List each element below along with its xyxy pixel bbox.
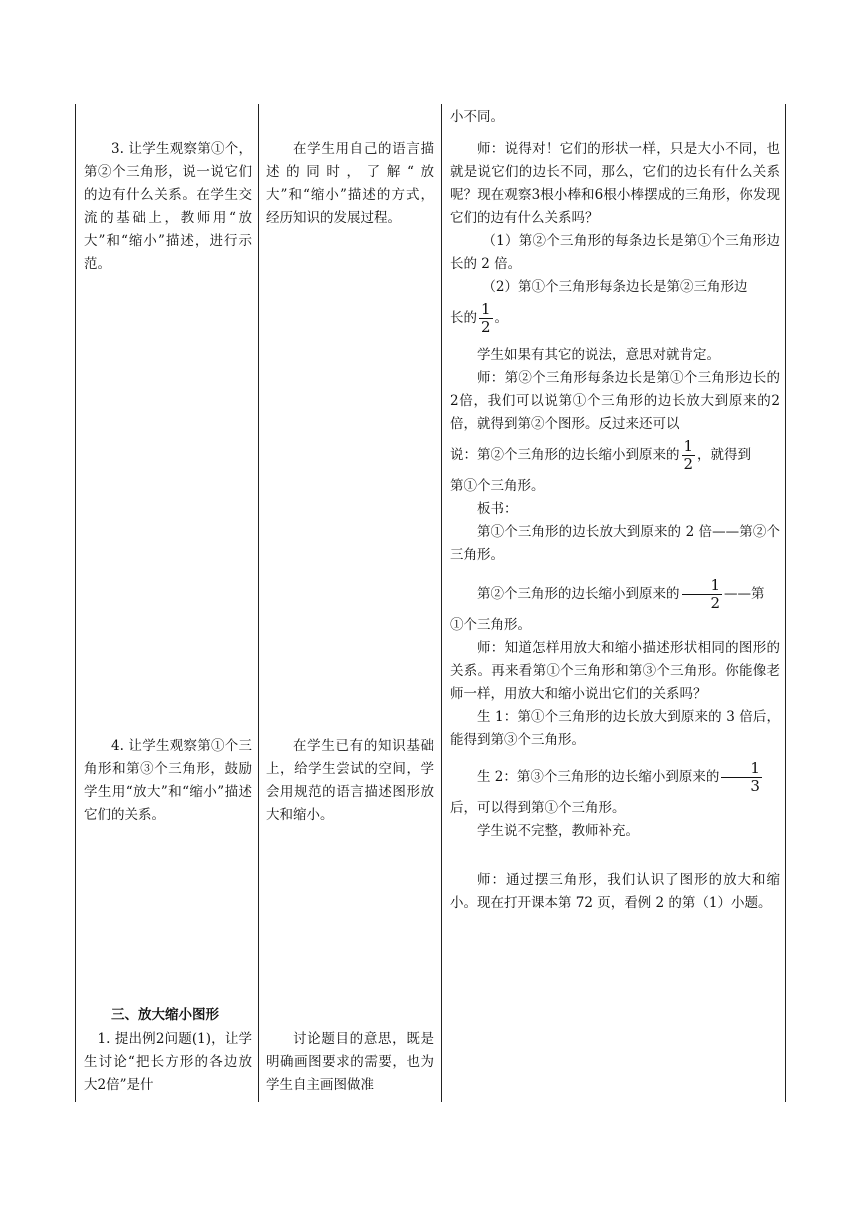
- board-line-1: 第①个三角形的边长放大到原来的 2 倍——第②个三角形。: [450, 524, 780, 563]
- fraction-third: $\frac{1}{3}$: [721, 760, 762, 795]
- right-para-r12: 生 2：第③个三角形的边长缩小到原来的 $\frac{1}{3}$: [477, 759, 760, 795]
- section-heading: 三、放大缩小图形: [111, 1007, 219, 1023]
- right-para-r13: 学生说不完整，教师补充。: [477, 823, 639, 839]
- middle-note-1: 在学生用自己的语言描述的同时，了解“放大”和“缩小”描述的方式，经历知识的发展过程。: [266, 141, 434, 226]
- right-para-r10: 师：知道怎样用放大和缩小描述形状相同的图形的关系。再来看第①个三角形和第③个三角形。你能像老师一样，用放大和缩小说出它们的关系吗？: [450, 640, 780, 702]
- right-para-r5: 学生如果有其它的说法，意思对就肯定。: [477, 347, 720, 363]
- left-item-5: 1. 提出例2问题(1)，让学生讨论“把长方形的各边放大2倍”是什: [84, 1031, 252, 1093]
- fraction-half: $\frac{1}{2}$: [683, 437, 694, 473]
- table-border-col2: [441, 104, 442, 1102]
- right-para-r2: 师：说得对！它们的形状一样，只是大小不同，也就是说它们的边长不同，那么，它们的边长有什么关系呢？现在观察3根小棒和6根小棒摆成的三角形，你发现它们的边有什么关系吗？: [450, 141, 780, 226]
- fraction-half: $\frac{1}{2}$: [682, 577, 723, 612]
- table-border-right: [785, 104, 786, 1102]
- right-para-r6-end: 第①个三角形。: [450, 478, 545, 494]
- board-line-2-end: ①个三角形。: [450, 617, 531, 633]
- table-border-left: [75, 104, 76, 1102]
- right-line-r1: 小不同。: [450, 109, 504, 125]
- right-column-text: [450, 106, 780, 915]
- right-para-r6-cont: 说：第②个三角形的边长缩小到原来的 $\frac{1}{2}$ ，就得到: [450, 437, 752, 473]
- right-para-r11: 生 1：第①个三角形的边长放大到原来的 3 倍后，能得到第③个三角形。: [450, 709, 780, 748]
- right-para-r6: 师：第②个三角形每条边长是第①个三角形边长的2倍，我们可以说第①个三角形的边长放大到原来的2倍，就得到第②个图形。反过来还可以: [450, 370, 780, 432]
- right-para-r4: （2）第①个三角形每条边长是第②三角形边: [482, 279, 748, 295]
- middle-note-2: 在学生已有的知识基础上，给学生尝试的空间，学会用规范的语言描述图形放大和缩小。: [266, 738, 434, 823]
- left-item-3: 3. 让学生观察第①个，第②个三角形，说一说它们的边有什么关系。在学生交流的基础上，教师用“放大”和“缩小”描述，进行示范。: [84, 141, 252, 272]
- right-para-r12-end: 后，可以得到第①个三角形。: [450, 800, 626, 816]
- right-para-r3: （1）第②个三角形的每条边长是第①个三角形边长的 2 倍。: [450, 233, 780, 272]
- table-border-col1: [258, 104, 259, 1102]
- right-para-r4-cont: 长的 $\frac{1}{2}$ 。: [450, 300, 509, 336]
- board-line-2: 第②个三角形的边长缩小到原来的 $\frac{1}{2}$ ——第: [477, 576, 765, 612]
- board-label: 板书：: [477, 501, 518, 517]
- right-para-r14: 师：通过摆三角形，我们认识了图形的放大和缩小。现在打开课本第 72 页，看例 2 的第（1）小题。: [450, 872, 780, 911]
- fraction-half: $\frac{1}{2}$: [481, 300, 491, 336]
- left-item-4: 4. 让学生观察第①个三角形和第③个三角形，鼓励学生用“放大”和“缩小”描述它们的关系。: [84, 738, 252, 823]
- middle-note-3: 讨论题目的意思，既是明确画图要求的需要，也为学生自主画图做准: [266, 1031, 434, 1093]
